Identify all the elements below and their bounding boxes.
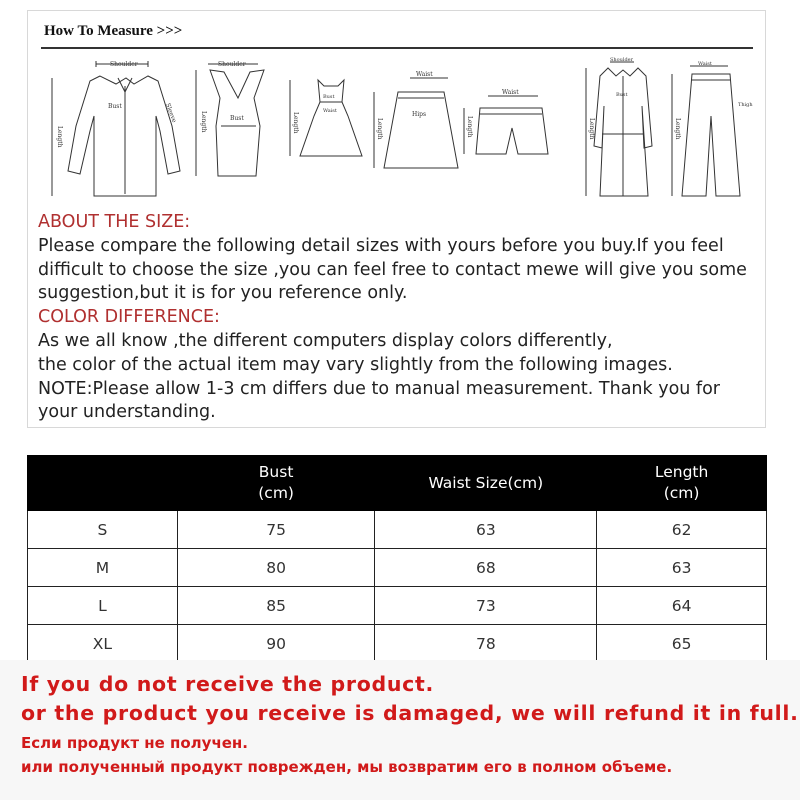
header-bust: Bust (cm) xyxy=(177,456,375,511)
cell-length: 65 xyxy=(597,625,767,663)
cell-waist: 73 xyxy=(375,587,597,625)
skirt-diagram xyxy=(374,71,458,168)
about-size-line: difficult to choose the size ,you can feel free to contact mewe will give you some xyxy=(38,259,747,280)
coat-diagram xyxy=(586,57,652,196)
svg-text:Length: Length xyxy=(466,116,473,138)
cell-size: M xyxy=(28,549,178,587)
svg-text:Length: Length xyxy=(588,118,595,140)
how-to-measure-panel xyxy=(27,10,766,428)
vest-diagram xyxy=(196,61,264,176)
svg-text:Sleeve: Sleeve xyxy=(164,102,178,124)
cell-length: 63 xyxy=(597,549,767,587)
trousers-diagram xyxy=(672,61,753,196)
cell-size: S xyxy=(28,511,178,549)
table-row xyxy=(28,587,767,625)
svg-text:Bust: Bust xyxy=(616,92,628,98)
table-row xyxy=(28,511,767,549)
cell-bust: 85 xyxy=(177,587,375,625)
svg-text:Waist: Waist xyxy=(416,71,433,78)
svg-text:Bust: Bust xyxy=(323,94,335,100)
svg-text:Length: Length xyxy=(56,126,63,148)
measurement-diagrams xyxy=(38,56,758,216)
svg-text:Waist: Waist xyxy=(502,89,519,96)
refund-line-en-2: or the product you receive is damaged, we will refund it in full. xyxy=(21,701,799,725)
cell-length: 62 xyxy=(597,511,767,549)
note-line: your understanding. xyxy=(38,402,216,423)
cell-length: 64 xyxy=(597,587,767,625)
svg-text:Shoulder: Shoulder xyxy=(218,61,246,68)
svg-text:Bust: Bust xyxy=(230,115,244,122)
svg-text:Length: Length xyxy=(674,118,681,140)
svg-text:Thigh: Thigh xyxy=(738,102,753,108)
title-divider xyxy=(41,47,753,49)
svg-text:Length: Length xyxy=(200,111,207,133)
about-size-line: suggestion,but it is for you reference only. xyxy=(38,283,408,304)
table-header-row xyxy=(28,456,767,511)
svg-text:Length: Length xyxy=(292,112,299,134)
blouse-diagram xyxy=(52,61,180,196)
header-length: Length (cm) xyxy=(597,456,767,511)
svg-text:Bust: Bust xyxy=(108,103,122,110)
dress-diagram xyxy=(290,80,362,156)
cell-bust: 90 xyxy=(177,625,375,663)
cell-waist: 68 xyxy=(375,549,597,587)
color-difference-line: As we all know ,the different computers display colors differently, xyxy=(38,330,613,351)
svg-text:Waist: Waist xyxy=(698,61,712,67)
refund-line-ru-1: Если продукт не получен. xyxy=(21,734,248,752)
shorts-diagram xyxy=(464,89,548,154)
cell-bust: 80 xyxy=(177,549,375,587)
note-line: NOTE:Please allow 1-3 cm differs due to manual measurement. Thank you for xyxy=(38,378,720,399)
about-size-line: Please compare the following detail sizes with yours before you buy.If you feel xyxy=(38,235,724,256)
refund-line-ru-2: или полученный продукт поврежден, мы возвратим его в полном объеме. xyxy=(21,758,673,776)
refund-notice xyxy=(0,660,800,800)
svg-text:Length: Length xyxy=(376,118,383,140)
color-difference-line: the color of the actual item may vary slightly from the following images. xyxy=(38,354,673,375)
table-row xyxy=(28,625,767,663)
svg-text:Shoulder: Shoulder xyxy=(610,57,634,63)
cell-size: L xyxy=(28,587,178,625)
size-chart-table xyxy=(27,455,767,663)
garment-sketches xyxy=(38,56,758,216)
measure-title: How To Measure >>> xyxy=(44,23,183,39)
color-difference-heading: COLOR DIFFERENCE: xyxy=(38,307,220,328)
header-waist: Waist Size(cm) xyxy=(375,456,597,511)
svg-text:Waist: Waist xyxy=(323,108,337,114)
about-size-text xyxy=(38,211,763,425)
about-size-heading: ABOUT THE SIZE: xyxy=(38,212,191,232)
cell-size: XL xyxy=(28,625,178,663)
refund-line-en-1: If you do not receive the product. xyxy=(21,672,434,696)
header-size xyxy=(28,456,178,511)
cell-bust: 75 xyxy=(177,511,375,549)
cell-waist: 78 xyxy=(375,625,597,663)
svg-text:Hips: Hips xyxy=(412,111,427,118)
label-shoulder: Shoulder xyxy=(110,61,138,68)
table-row xyxy=(28,549,767,587)
cell-waist: 63 xyxy=(375,511,597,549)
